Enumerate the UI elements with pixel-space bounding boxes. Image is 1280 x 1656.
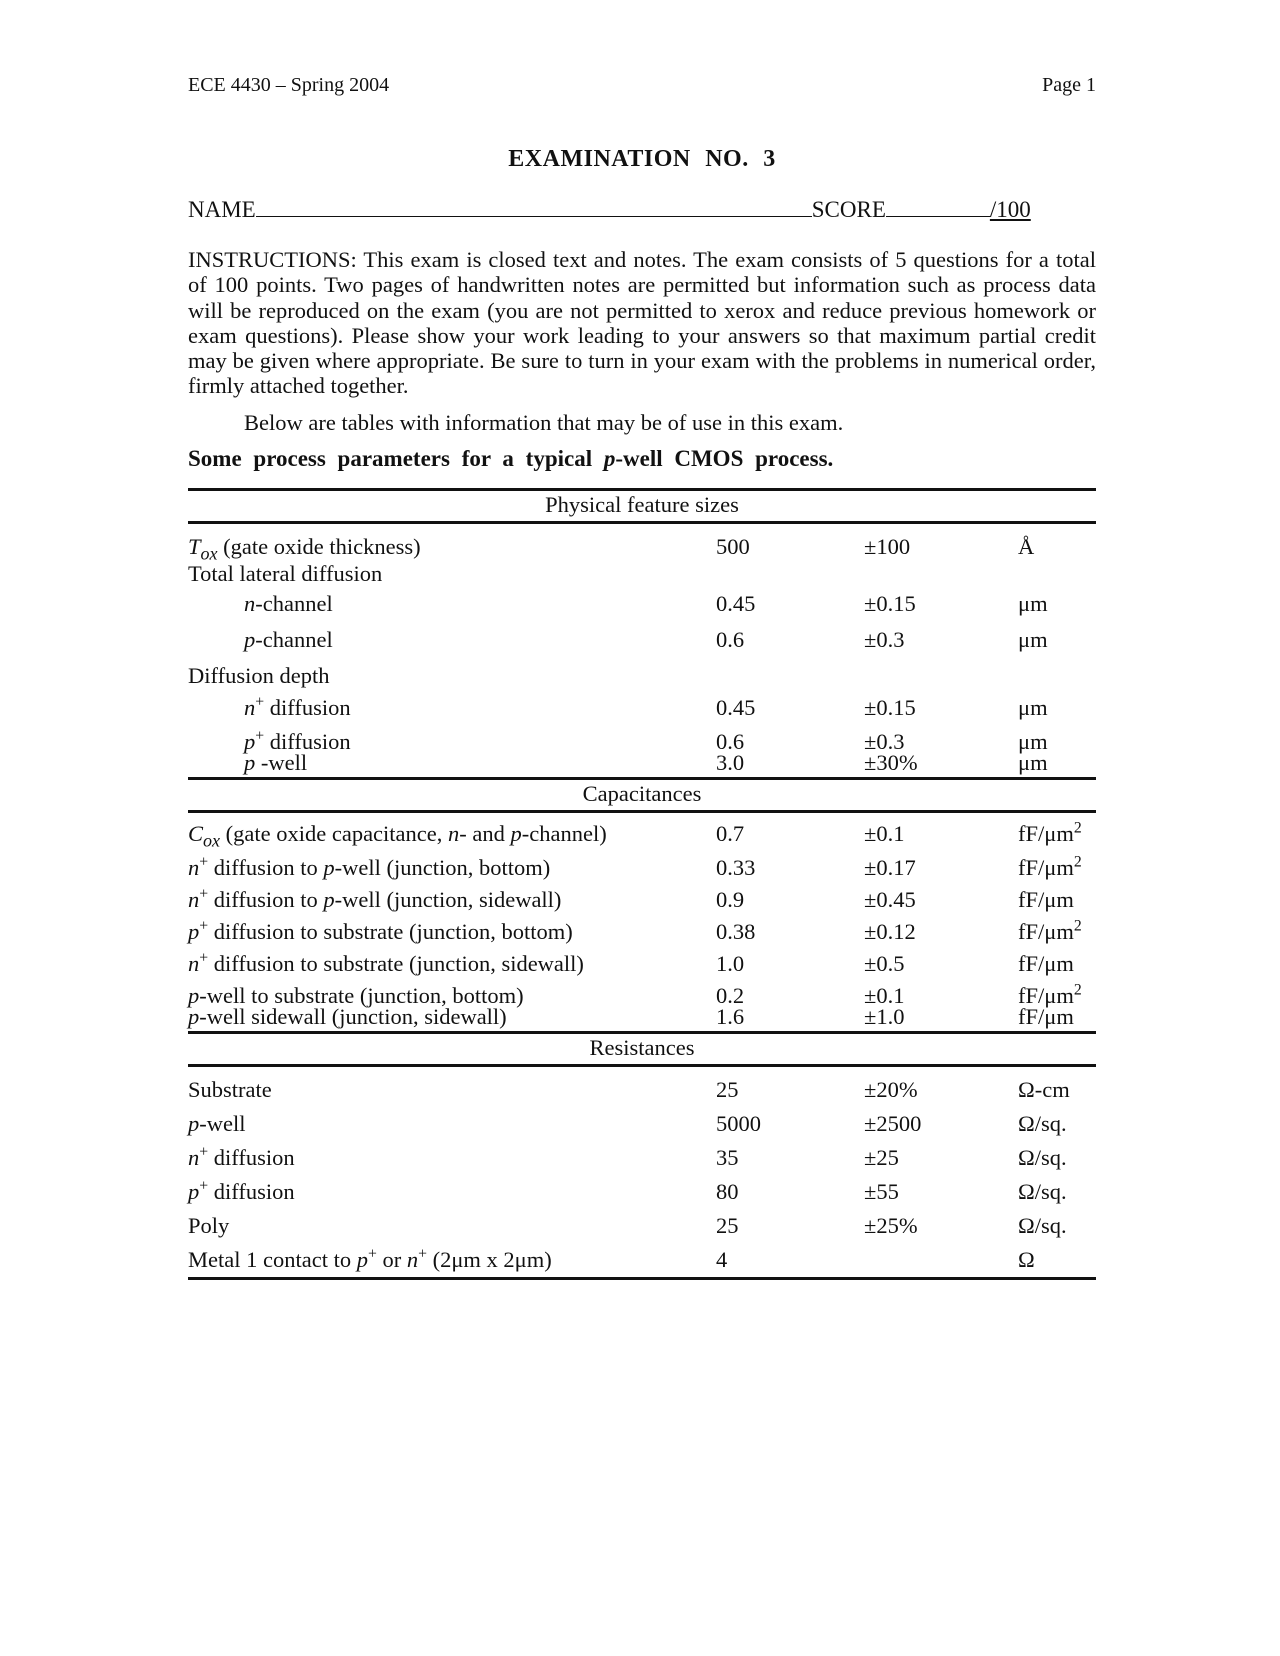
table-row: $C_{ox}$ (gate oxide capacitance, n- and p-channel) 0.7 ±0.1 $fF/\mu m^2$ — [188, 819, 1082, 851]
section-capacitances: Capacitances — [582, 781, 702, 806]
table-row: Poly 25 ±25% Ω/sq. — [188, 1213, 1067, 1238]
table-row: Metal 1 contact to p+ or n+ (2μm x 2μm) 4 Ω — [188, 1245, 1035, 1272]
table-row: Substrate 25 ±20% Ω-cm — [188, 1077, 1070, 1102]
tables-intro: Below are tables with information that may be of use in this exam. — [244, 410, 844, 435]
table-row: n-channel 0.45 ±0.15 μm — [244, 591, 1048, 616]
table-row: n+ diffusion to p-well (junction, bottom) 0.33 ±0.17 $fF/\mu m^2$ — [188, 853, 1082, 880]
process-parameters-table — [188, 488, 1096, 1280]
table-row: n+ diffusion 35 ±25 Ω/sq. — [188, 1143, 1067, 1170]
score-total: /100 — [989, 197, 1031, 222]
table-row: p-well 5000 ±2500 Ω/sq. — [188, 1111, 1067, 1136]
section-physical-feature-sizes: Physical feature sizes — [545, 492, 739, 517]
table-row: p+ diffusion to substrate (junction, bottom) 0.38 ±0.12 $fF/\mu m^2$ — [188, 917, 1082, 944]
table-row: n+ diffusion to p-well (junction, sidewall) 0.9 ±0.45 fF/μm — [188, 885, 1074, 912]
table-rule — [188, 1277, 1096, 1280]
section-resistances: Resistances — [589, 1035, 695, 1060]
table-row: p+ diffusion 0.6 ±0.3 μm — [244, 727, 1048, 754]
table-row: p-well to substrate (junction, bottom) 0.2 ±0.1 $fF/\mu m^2$ — [188, 981, 1082, 1008]
exam-title: EXAMINATION NO. 3 — [508, 146, 776, 172]
name-label: NAME — [188, 197, 256, 222]
table-row: n+ diffusion to substrate (junction, sidewall) 1.0 ±0.5 fF/μm — [188, 949, 1074, 976]
table-title: Some process parameters for a typical p-well CMOS process. — [188, 446, 834, 471]
score-label: SCORE — [811, 197, 886, 222]
table-row: n+ diffusion 0.45 ±0.15 μm — [244, 693, 1048, 720]
table-row: p-well sidewall (junction, sidewall) 1.6 ±1.0 fF/μm — [188, 1004, 1074, 1029]
table-row: p-channel 0.6 ±0.3 μm — [244, 627, 1048, 652]
name-score-line — [188, 196, 1096, 223]
instructions: INSTRUCTIONS: This exam is closed text and notes. The exam consists of 5 questions for a total of 100 points. Two pages of handwritten notes are permitted but information such as process data will be reproduced on the exam (you are not permitted to xerox and reduce previous homework or exam questions). Please show your work leading to your answers so that maximum partial credit may be given where appropriate. Be sure to turn in your exam with the problems in numerical order, firmly attached together. — [188, 247, 1096, 399]
table-row: Diffusion depth — [188, 663, 330, 688]
course-header: ECE 4430 – Spring 2004 — [188, 74, 390, 96]
page-number: Page 1 — [1042, 74, 1096, 96]
table-row: p+ diffusion 80 ±55 Ω/sq. — [188, 1177, 1067, 1204]
table-row: $T_{ox}$ (gate oxide thickness) 500 ±100 Å — [188, 534, 1035, 564]
table-row: p -well 3.0 ±30% μm — [244, 750, 1048, 775]
score-field[interactable] — [886, 196, 990, 217]
table-row: Total lateral diffusion — [188, 561, 383, 586]
name-field[interactable] — [256, 196, 812, 217]
